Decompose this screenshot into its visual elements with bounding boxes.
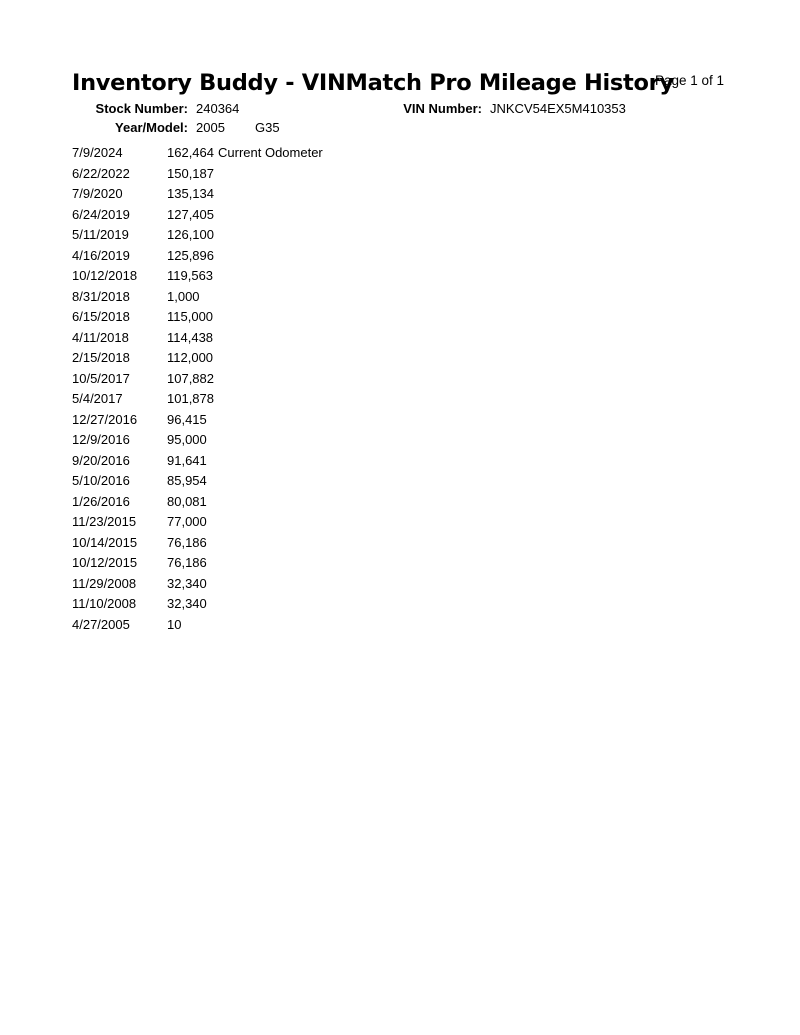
mileage-history-row bbox=[72, 389, 323, 410]
history-mileage: 10 bbox=[167, 616, 182, 632]
history-date: 9/20/2016 bbox=[72, 452, 130, 468]
history-date: 11/10/2008 bbox=[72, 596, 137, 611]
history-mileage: 85,954 bbox=[167, 473, 207, 488]
history-mileage: 125,896 bbox=[167, 247, 214, 263]
history-mileage: 77,000 bbox=[167, 514, 207, 529]
history-date: 10/12/2018 bbox=[72, 268, 138, 283]
history-date: 4/27/2005 bbox=[72, 616, 130, 632]
history-date: 10/5/2017 bbox=[72, 370, 130, 386]
year-model-label: Year/Model: bbox=[115, 120, 188, 135]
history-date: 4/16/2019 bbox=[72, 247, 130, 263]
model-value: G35 bbox=[255, 120, 280, 135]
mileage-history-row bbox=[72, 266, 323, 287]
history-mileage: 76,186 bbox=[167, 534, 207, 550]
history-date: 11/29/2008 bbox=[72, 575, 137, 591]
mileage-history-row bbox=[72, 205, 323, 226]
mileage-history-row bbox=[72, 307, 323, 328]
history-date: 5/11/2019 bbox=[72, 227, 129, 242]
mileage-history-list bbox=[72, 143, 323, 635]
history-date: 7/9/2020 bbox=[72, 186, 123, 201]
history-date: 2/15/2018 bbox=[72, 350, 130, 365]
history-mileage: 1,000 bbox=[167, 288, 200, 304]
history-mileage: 119,563 bbox=[167, 268, 214, 283]
history-date: 7/9/2024 bbox=[72, 145, 123, 160]
mileage-history-row bbox=[72, 615, 323, 636]
mileage-history-row bbox=[72, 471, 323, 492]
history-date: 12/27/2016 bbox=[72, 411, 138, 427]
vin-number-value: JNKCV54EX5M410353 bbox=[490, 101, 626, 116]
mileage-history-row bbox=[72, 574, 323, 595]
history-mileage: 101,878 bbox=[167, 391, 214, 406]
history-note: Current Odometer bbox=[218, 145, 323, 160]
mileage-history-row bbox=[72, 246, 323, 267]
year-value: 2005 bbox=[196, 120, 225, 135]
mileage-history-row bbox=[72, 512, 323, 533]
history-date: 5/4/2017 bbox=[72, 391, 123, 406]
mileage-history-row bbox=[72, 594, 323, 615]
page-number: Page 1 of 1 bbox=[655, 73, 725, 88]
history-mileage: 107,882 bbox=[167, 370, 214, 386]
history-date: 4/11/2018 bbox=[72, 329, 129, 345]
history-mileage: 150,187 bbox=[167, 165, 214, 181]
history-mileage: 162,464 bbox=[167, 145, 214, 160]
history-mileage: 112,000 bbox=[167, 350, 214, 365]
history-date: 10/12/2015 bbox=[72, 555, 138, 570]
history-mileage: 80,081 bbox=[167, 493, 207, 509]
history-date: 6/15/2018 bbox=[72, 309, 130, 324]
mileage-history-row bbox=[72, 553, 323, 574]
mileage-history-row bbox=[72, 533, 323, 554]
history-date: 11/23/2015 bbox=[72, 514, 137, 529]
mileage-history-row bbox=[72, 430, 323, 451]
stock-number-value: 240364 bbox=[196, 101, 240, 116]
mileage-history-row bbox=[72, 225, 323, 246]
history-mileage: 32,340 bbox=[167, 596, 207, 611]
mileage-history-row bbox=[72, 348, 323, 369]
history-date: 8/31/2018 bbox=[72, 288, 130, 304]
mileage-history-row bbox=[72, 164, 323, 185]
history-mileage: 96,415 bbox=[167, 411, 207, 427]
mileage-history-row bbox=[72, 410, 323, 431]
stock-number-label: Stock Number: bbox=[95, 101, 188, 116]
history-mileage: 126,100 bbox=[167, 227, 214, 242]
history-date: 6/22/2022 bbox=[72, 165, 130, 181]
history-date: 12/9/2016 bbox=[72, 432, 130, 447]
mileage-history-row bbox=[72, 287, 323, 308]
history-mileage: 91,641 bbox=[167, 452, 207, 468]
mileage-history-row bbox=[72, 451, 323, 472]
mileage-history-row bbox=[72, 328, 323, 349]
mileage-history-row bbox=[72, 369, 323, 390]
history-date: 1/26/2016 bbox=[72, 493, 130, 509]
mileage-history-row bbox=[72, 184, 323, 205]
history-date: 5/10/2016 bbox=[72, 473, 130, 488]
history-mileage: 135,134 bbox=[167, 186, 214, 201]
mileage-history-row bbox=[72, 143, 323, 164]
history-mileage: 32,340 bbox=[167, 575, 207, 591]
vin-number-label: VIN Number: bbox=[403, 101, 482, 116]
history-mileage: 127,405 bbox=[167, 206, 214, 222]
report-title: Inventory Buddy - VINMatch Pro Mileage History bbox=[72, 70, 674, 96]
history-mileage: 114,438 bbox=[167, 329, 214, 345]
history-mileage: 76,186 bbox=[167, 555, 207, 570]
history-mileage: 95,000 bbox=[167, 432, 207, 447]
history-date: 10/14/2015 bbox=[72, 534, 138, 550]
history-mileage: 115,000 bbox=[167, 309, 214, 324]
history-date: 6/24/2019 bbox=[72, 206, 130, 222]
mileage-history-row bbox=[72, 492, 323, 513]
